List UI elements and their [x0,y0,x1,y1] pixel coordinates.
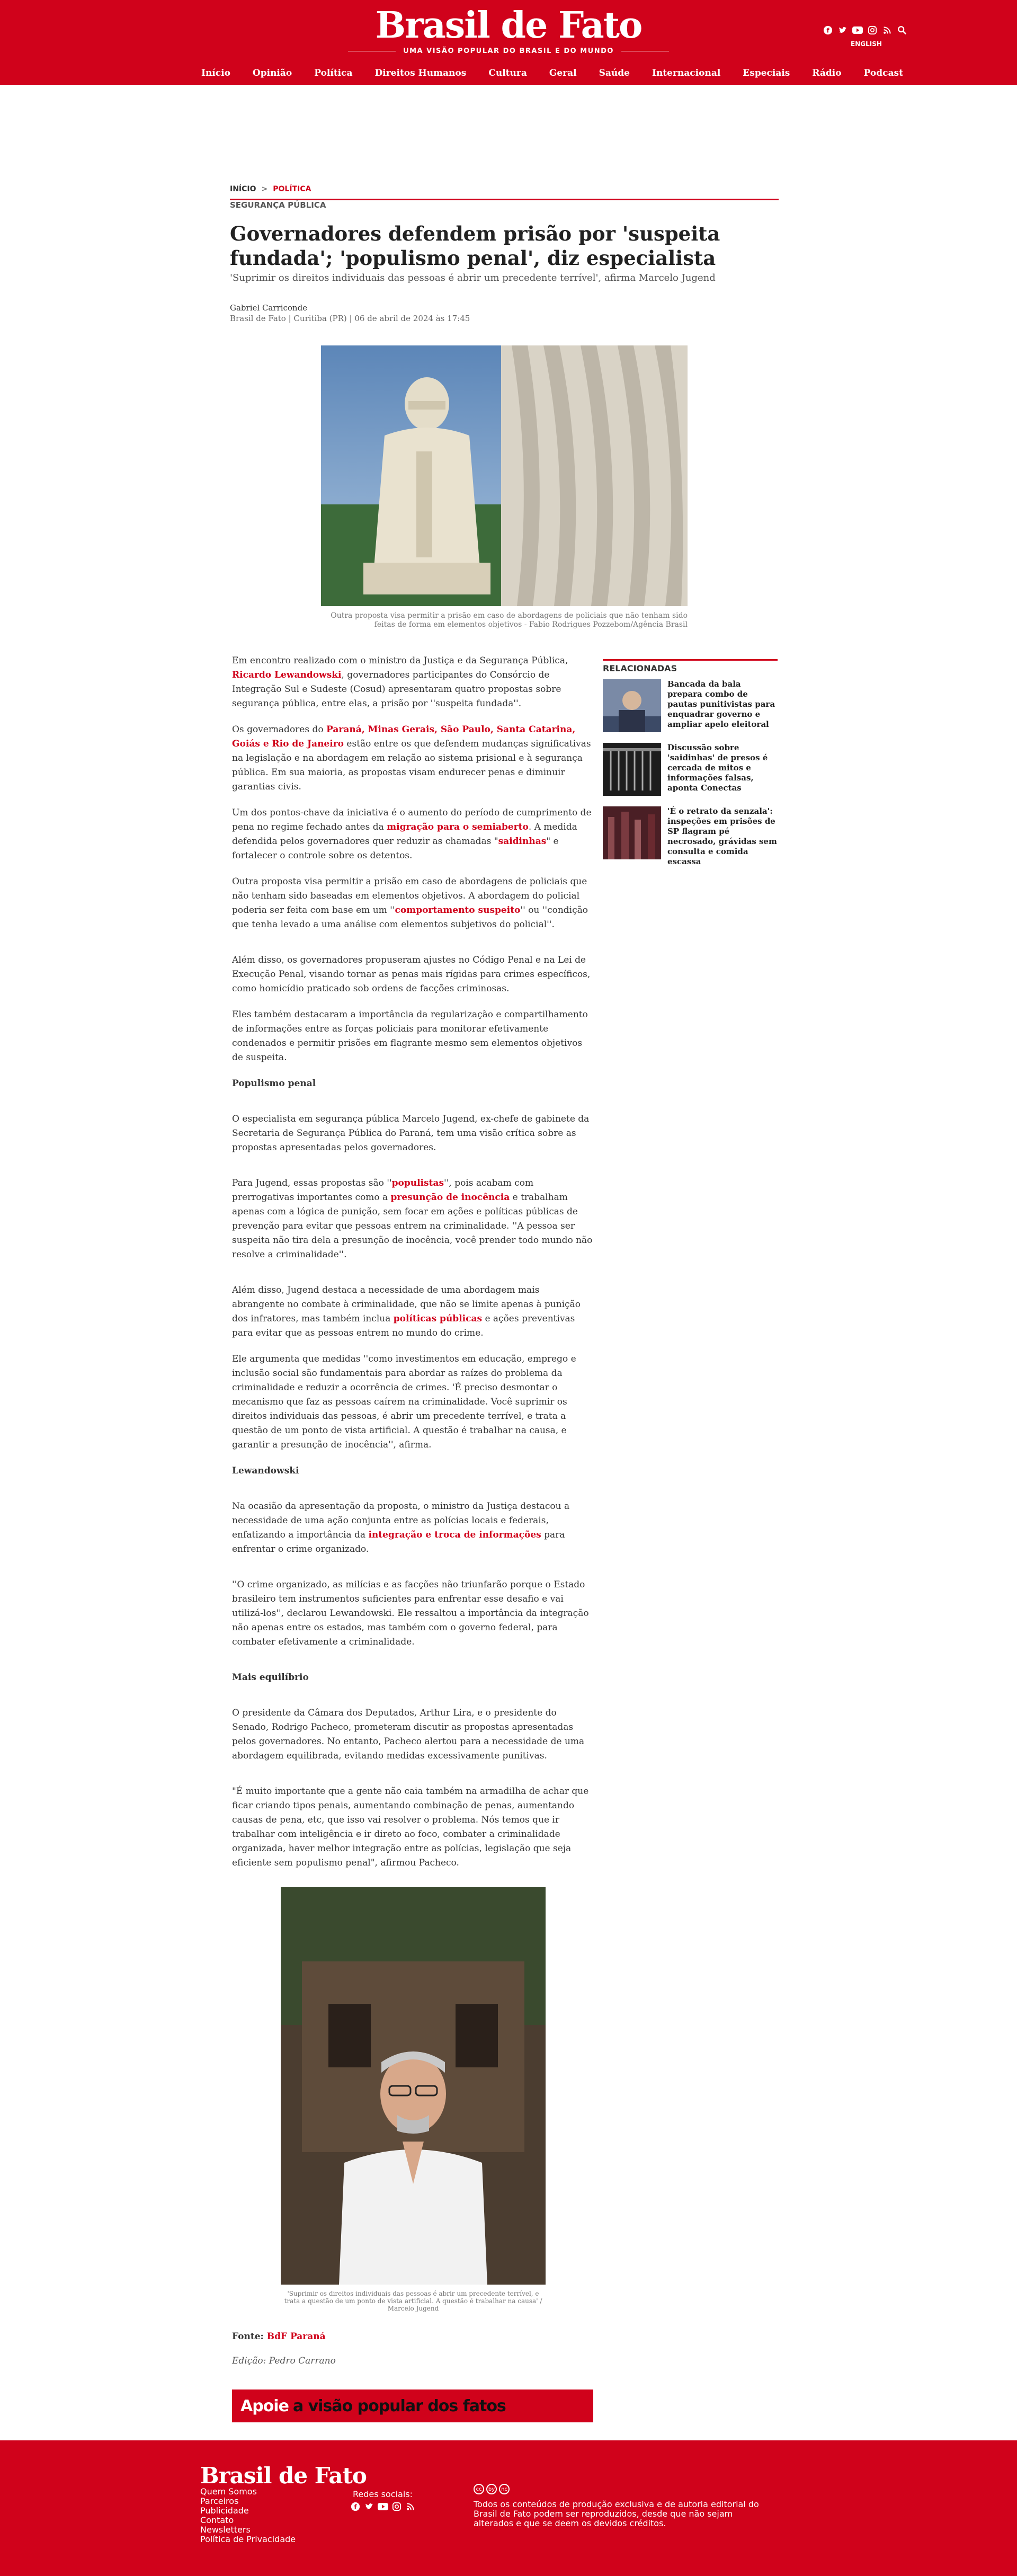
link-populistas[interactable]: populistas [391,1178,444,1188]
footer-license-note: Todos os conteúdos de produção exclusiva e de autoria editorial do Brasil de Fato podem ser reproduzidos, desde que não sejam alterados e que se deem os devidos créditos. [474,2499,759,2528]
cc-nc-icon: nc [499,2484,510,2494]
related-title[interactable]: Bancada da bala prepara combo de pautas punitivistas para enquadrar governo e ampliar apelo eleitoral [667,679,775,729]
article-subtitle: 'Suprimir os direitos individuais das pessoas é abrir um precedente terrível', afirma Marcelo Jugend [230,272,716,283]
link-saidinhas[interactable]: saidinhas [498,836,547,847]
link-semiaberto[interactable]: migração para o semiaberto [387,822,529,832]
text-span: " e fortalecer o controle sobre os detentos. [232,836,559,861]
text-span: '' ou ''condição que tenha levado a uma análise com elementos subjetivos do policial''. [232,905,588,930]
paragraph: Ele argumenta que medidas ''como investimentos em educação, emprego e inclusão social são fundamentais para abordar as raízes do problema da criminalidade e reduzir a ocorrência de crimes. 'É preciso desmontar o mecanismo que faz as pessoas caírem na criminalidade. Você suprimir os direitos individuais das pessoas, é abrir um precedente terrível, e trata a questão de um ponto de vista artificial. A questão é trabalhar na causa, e garantir a presunção de inocência'', afirma. [232,1354,576,1450]
paragraph: O presidente da Câmara dos Deputados, Arthur Lira, e o presidente do Senado, Rodrigo Pacheco, prometeram discutir as propostas apresentadas pelos governadores. No entanto, Pacheco alertou para a necessidade de uma abordagem equilibrada, evitando medidas excessivamente punitivas. [232,1708,585,1761]
breadcrumb-category[interactable]: POLÍTICA [273,185,311,193]
nav-direitos-humanos[interactable]: Direitos Humanos [374,68,467,78]
footer-link-quem-somos[interactable]: Quem Somos [200,2486,257,2497]
instagram-icon[interactable] [867,24,878,36]
youtube-icon[interactable] [852,24,863,36]
text-span: Em encontro realizado com o ministro da Justiça e da Segurança Pública, [232,655,568,666]
svg-text:f: f [826,26,829,34]
nav-internacional[interactable]: Internacional [652,68,721,78]
breadcrumb-home[interactable]: INÍCIO [230,185,256,193]
footer-link-parceiros[interactable]: Parceiros [200,2496,239,2506]
paragraph [232,1499,593,1557]
paragraph [232,654,593,711]
nav-podcast[interactable]: Podcast [863,68,903,78]
main-nav [201,68,925,78]
rss-icon[interactable] [405,2501,416,2512]
facebook-icon[interactable] [822,24,834,36]
related-thumb[interactable] [603,679,661,732]
related-title[interactable]: 'É o retrato da senzala': inspeções em prisões de SP flagram pé necrosado, grávidas sem consulta e comida escassa [667,806,777,866]
link-states[interactable]: Paraná, Minas Gerais, São Paulo, Santa Catarina, Goiás e Rio de Janeiro [232,724,576,749]
paragraph: Além disso, os governadores propuseram ajustes no Código Penal e na Lei de Execução Penal, visando tornar as penas mais rígidas para crimes específicos, como homicídio praticado sob ordens de facções criminosas. [232,955,591,994]
text-span: e ações preventivas para evitar que as pessoas entrem no mundo do crime. [232,1313,575,1338]
link-lewandowski[interactable]: Ricardo Lewandowski [232,670,342,680]
nav-saude[interactable]: Saúde [599,68,630,78]
related-thumb[interactable] [603,743,661,796]
source-label: Fonte: [232,2331,267,2342]
paragraph [232,723,593,794]
related-thumb[interactable] [603,806,661,859]
article-source [232,2331,326,2342]
text-span: estão entre os que defendem mudanças significativas na legislação e na abordagem em relação ao sistema prisional e à segurança pública. Em sua maioria, as propostas visam endurecer penas e diminuir garantias civis. [232,739,591,792]
paragraph [232,875,593,932]
twitter-icon[interactable] [837,24,849,36]
paragraph: "É muito importante que a gente não caia também na armadilha de achar que ficar criando tipos penais, aumentando combinação de penas, aumentando causas de pena, etc, que isso vai resolver o problema. Nós temos que ir trabalhar com inteligência e ir direto ao foco, combater a criminalidade organizada, haver melhor integração entre as polícias, legislação que seja eficiente sem populismo penal", afirmou Pacheco. [232,1786,589,1868]
support-banner[interactable] [232,2390,593,2422]
youtube-icon[interactable] [377,2501,389,2512]
text-span: Na ocasião da apresentação da proposta, o ministro da Justiça destacou a necessidade de uma ação conjunta entre as polícias locais e federais, enfatizando a importância da [232,1501,570,1540]
section-heading: Lewandowski [232,1465,299,1476]
footer-links [200,2487,296,2544]
link-presuncao-inocencia[interactable]: presunção de inocência [390,1192,510,1203]
text-span: Além disso, Jugend destaca a necessidade de uma abordagem mais abrangente no combate à criminalidade, que não se limite apenas à punição dos infratores, mas também inclua [232,1285,581,1324]
text-span: Um dos pontos-chave da iniciativa é o aumento do período de cumprimento de pena no regime fechado antes da [232,807,592,832]
footer-link-publicidade[interactable]: Publicidade [200,2506,249,2516]
cc-by-icon: by [486,2484,497,2494]
image2-caption: 'Suprimir os direitos individuais das pessoas é abrir um precedente terrível, e trata a questão de um ponto de vista artificial. A questão é trabalhar na causa' / Marcelo Jugend [284,2290,542,2312]
article-meta: Brasil de Fato | Curitiba (PR) | 06 de abril de 2024 às 17:45 [230,314,470,323]
text-span: e trabalham apenas com a lógica de punição, sem focar em ações e políticas públicas de prevenção para evitar que pessoas entrem na criminalidade. ''A pessoa ser suspeita não tira dela a presunção de inocência, você prender todo mundo não resolve a criminalidade''. [232,1192,593,1260]
article-title: Governadores defendem prisão por 'suspeita fundada'; 'populismo penal', diz especialista [230,222,720,270]
instagram-icon[interactable] [391,2501,403,2512]
nav-geral[interactable]: Geral [549,68,577,78]
paragraph [232,806,593,863]
footer-link-newsletters[interactable]: Newsletters [200,2525,251,2535]
site-footer [0,2440,1017,2576]
sidebar-rule [603,659,778,661]
source-link[interactable]: BdF Paraná [266,2331,326,2342]
text-span: Para Jugend, essas propostas são '' [232,1178,392,1188]
creative-commons [474,2484,510,2494]
cc-icon: cc [474,2484,484,2494]
facebook-icon[interactable] [350,2501,361,2512]
nav-inicio[interactable]: Início [201,68,230,78]
nav-especiais[interactable]: Especiais [743,68,790,78]
section-heading: Mais equilíbrio [232,1672,309,1683]
footer-social-label: Redes sociais: [353,2489,413,2499]
footer-logo[interactable]: Brasil de Fato [200,2463,367,2489]
text-span: '', pois acabam com prerrogativas importantes como a [232,1178,534,1203]
text-span: . A medida defendida pelos governadores quer reduzir as chamadas " [232,822,577,847]
paragraph: Eles também destacaram a importância da regularização e compartilhamento de informações entre as forças policiais para monitorar efetivamente condenados e permitir prisões em flagrante mesmo sem elementos objetivos de suspeita. [232,1009,588,1063]
sidebar-title: RELACIONADAS [603,663,677,673]
text-span: Os governadores do [232,724,327,735]
article-kicker: SEGURANÇA PÚBLICA [230,200,326,210]
english-link[interactable]: ENGLISH [851,40,882,48]
link-comportamento-suspeito[interactable]: comportamento suspeito [395,905,521,916]
breadcrumb-separator: > [261,185,268,193]
paragraph: ''O crime organizado, as milícias e as facções não triunfarão porque o Estado brasileiro tem instrumentos suficientes para enfrentar esse desafio e vai utilizá-los'', declarou Lewandowski. Ele ressaltou a importância da integração não apenas entre os estados, mas também com o governo federal, para combater efetivamente a criminalidade. [232,1579,589,1647]
link-integracao[interactable]: integração e troca de informações [368,1530,541,1540]
site-tagline [348,47,669,55]
search-icon[interactable] [896,24,908,36]
footer-social [350,2501,416,2512]
header-social [822,24,908,36]
related-item[interactable] [603,679,778,732]
related-item[interactable] [603,743,778,796]
footer-link-privacidade[interactable]: Política de Privacidade [200,2534,296,2544]
article-editor: Edição: Pedro Carrano [232,2356,336,2366]
text-span: para enfrentar o crime organizado. [232,1530,565,1555]
related-item[interactable] [603,806,778,867]
footer-link-contato[interactable]: Contato [200,2515,234,2525]
paragraph [232,1283,593,1340]
twitter-icon[interactable] [363,2501,375,2512]
site-logo[interactable]: Brasil de Fato [375,4,642,47]
breadcrumb [230,185,311,193]
nav-cultura[interactable]: Cultura [488,68,527,78]
link-politicas-publicas[interactable]: políticas públicas [393,1313,483,1324]
paragraph [232,1176,593,1262]
nav-opiniao[interactable]: Opinião [252,68,292,78]
banner-text: a visão popular dos fatos [292,2396,506,2415]
related-title[interactable]: Discussão sobre 'saidinhas' de presos é cercada de mitos e informações falsas, aponta Conectas [667,743,768,793]
article-main-image [321,345,688,606]
image1-caption: Outra proposta visa permitir a prisão em caso de abordagens de policiais que não tenham sido feitas de forma em elementos objetivos - Fabio Rodrigues Pozzebom/Agência Brasil [331,611,688,629]
nav-politica[interactable]: Política [314,68,353,78]
paragraph: O especialista em segurança pública Marcelo Jugend, ex-chefe de gabinete da Secretaria de Segurança Pública do Paraná, tem uma visão crítica sobre as propostas apresentadas pelos governadores. [232,1114,590,1153]
svg-text:f: f [354,2503,357,2511]
article-second-image [281,1887,546,2285]
section-heading: Populismo penal [232,1078,316,1089]
site-header [0,0,1017,85]
tagline-text: UMA VISÃO POPULAR DO BRASIL E DO MUNDO [403,47,614,55]
text-span: Outra proposta visa permitir a prisão em caso de abordagens de policiais que não tenham sido baseadas em elementos objetivos. A abordagem do policial poderia ser feita com base em um '' [232,876,587,916]
banner-apoie: Apoie [240,2396,289,2415]
nav-radio[interactable]: Rádio [812,68,842,78]
rss-icon[interactable] [881,24,893,36]
text-span: , governadores participantes do Consórcio de Integração Sul e Sudeste (Cosud) apresentaram quatro propostas sobre segurança pública, entre elas, a prisão por ''suspeita fundada''. [232,670,561,709]
article-body [232,654,593,1882]
article-author: Gabriel Carriconde [230,303,308,313]
